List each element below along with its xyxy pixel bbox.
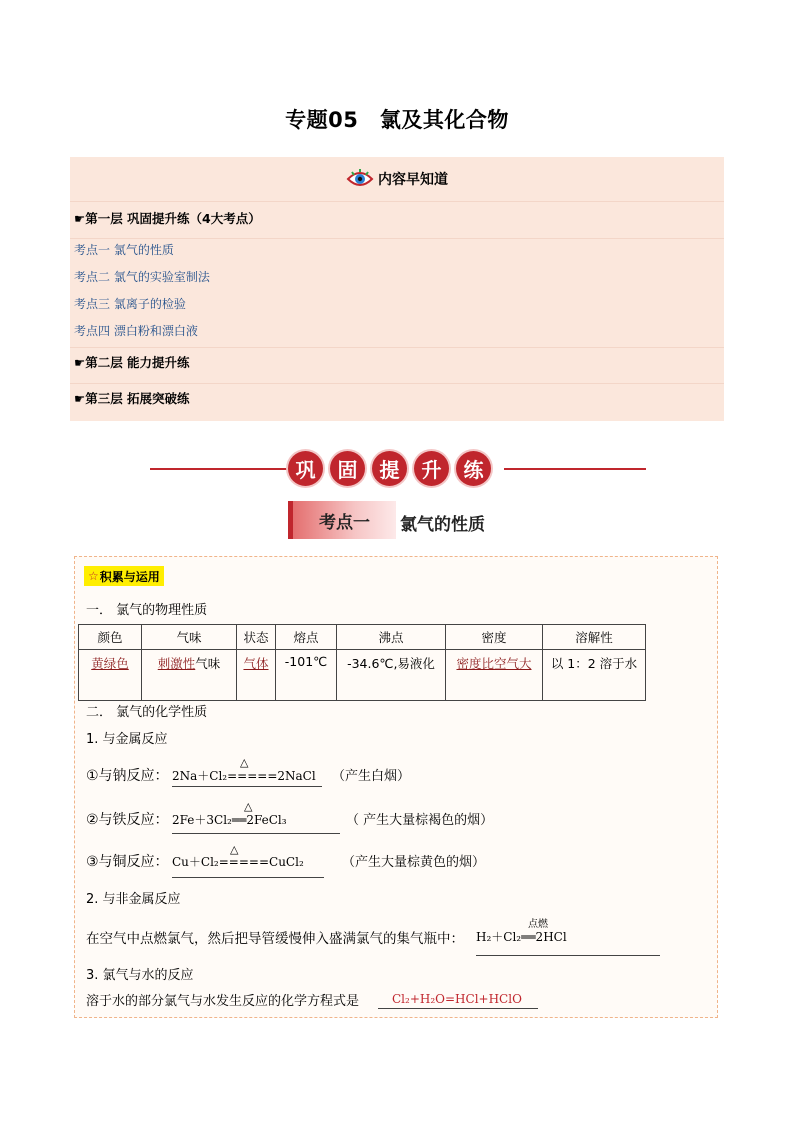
reaction-4-text: 在空气中点燃氯气，然后把导管缓慢伸入盛满氯气的集气瓶中： bbox=[86, 931, 464, 947]
table-header-cell: 溶解性 bbox=[543, 625, 646, 650]
reaction-1-label: ①与钠反应： bbox=[86, 768, 169, 784]
answer-text: 密度比空气大 bbox=[456, 656, 532, 671]
answer-text: 气体 bbox=[243, 656, 269, 671]
table-header-cell: 沸点 bbox=[337, 625, 446, 650]
table-header-cell: 状态 bbox=[237, 625, 276, 650]
section-heading-2: 二． 氯气的化学性质 bbox=[86, 705, 208, 720]
answer-text: 黄绿色 bbox=[91, 656, 129, 671]
toc-item-2[interactable]: 考点二 氯气的实验室制法 bbox=[74, 270, 210, 284]
kaodian-title: 氯气的性质 bbox=[400, 515, 485, 535]
banner-char: 提 bbox=[372, 451, 407, 486]
answer-underline bbox=[378, 1008, 538, 1009]
properties-table bbox=[78, 624, 646, 701]
table-header-cell: 气味 bbox=[142, 625, 237, 650]
divider bbox=[70, 383, 724, 384]
table-cell bbox=[79, 650, 142, 701]
cell-text: 气味 bbox=[195, 656, 221, 671]
table-cell bbox=[237, 650, 276, 701]
tag-badge bbox=[84, 566, 164, 586]
section-heading-1: 一． 氯气的物理性质 bbox=[86, 603, 208, 618]
toc-header bbox=[70, 157, 724, 202]
reaction-4-equation: H₂＋Cl₂══2HCl bbox=[476, 930, 567, 944]
banner-char: 升 bbox=[414, 451, 449, 486]
table-header-cell: 熔点 bbox=[276, 625, 337, 650]
table-header-cell: 密度 bbox=[446, 625, 543, 650]
tag-label: 积累与运用 bbox=[99, 569, 160, 584]
reaction-2-note: （ 产生大量棕褐色的烟） bbox=[346, 813, 494, 828]
condition-heat: △ bbox=[230, 843, 239, 856]
section-banner bbox=[288, 451, 491, 486]
table-header-cell: 颜色 bbox=[79, 625, 142, 650]
toc-item-1[interactable]: 考点一 氯气的性质 bbox=[74, 243, 174, 257]
subheading-3: 3. 氯气与水的反应 bbox=[86, 968, 194, 983]
reaction-3-equation: Cu＋Cl₂=====CuCl₂ bbox=[172, 855, 304, 869]
kaodian-label: 考点一 bbox=[288, 501, 396, 539]
answer-text: 刺激性 bbox=[157, 656, 196, 671]
condition-heat: △ bbox=[240, 756, 249, 769]
reaction-1-note: （产生白烟） bbox=[332, 769, 411, 784]
toc-header-label: 内容早知道 bbox=[378, 172, 448, 188]
subheading-2: 2. 与非金属反应 bbox=[86, 892, 181, 907]
answer-underline bbox=[172, 877, 324, 878]
reaction-5-equation: Cl₂+H₂O=HCl+HClO bbox=[392, 992, 522, 1006]
reaction-5-text: 溶于水的部分氯气与水发生反应的化学方程式是 bbox=[86, 994, 360, 1009]
banner-char: 固 bbox=[330, 451, 365, 486]
reaction-2-label: ②与铁反应： bbox=[86, 812, 169, 828]
banner-line-right bbox=[504, 468, 646, 470]
table-cell: -101℃ bbox=[276, 650, 337, 701]
table-cell: 以 1：2 溶于水 bbox=[543, 650, 646, 701]
toc-panel bbox=[70, 157, 724, 421]
banner-char: 练 bbox=[456, 451, 491, 486]
toc-level2[interactable]: ☛第二层 能力提升练 bbox=[74, 355, 190, 370]
table-cell: -34.6℃,易液化 bbox=[337, 650, 446, 701]
divider bbox=[70, 238, 724, 239]
answer-underline bbox=[172, 786, 322, 787]
answer-underline bbox=[172, 833, 340, 834]
divider bbox=[70, 347, 724, 348]
banner-line-left bbox=[150, 468, 288, 470]
answer-underline bbox=[476, 955, 660, 956]
reaction-3-label: ③与铜反应： bbox=[86, 854, 169, 870]
subheading-1: 1. 与金属反应 bbox=[86, 732, 168, 747]
star-icon: ☆ bbox=[88, 569, 99, 583]
table-header-row bbox=[79, 625, 646, 650]
toc-item-3[interactable]: 考点三 氯离子的检验 bbox=[74, 297, 186, 311]
reaction-1-equation: 2Na＋Cl₂=====2NaCl bbox=[172, 769, 316, 783]
reaction-3-note: （产生大量棕黄色的烟） bbox=[342, 855, 486, 870]
condition-ignite: 点燃 bbox=[528, 919, 548, 930]
table-row bbox=[79, 650, 646, 701]
reaction-2-equation: 2Fe＋3Cl₂══2FeCl₃ bbox=[172, 813, 287, 827]
banner-char: 巩 bbox=[288, 451, 323, 486]
table-cell bbox=[142, 650, 237, 701]
toc-level3[interactable]: ☛第三层 拓展突破练 bbox=[74, 391, 190, 406]
toc-item-4[interactable]: 考点四 漂白粉和漂白液 bbox=[74, 324, 198, 338]
condition-heat: △ bbox=[244, 800, 253, 813]
table-cell bbox=[446, 650, 543, 701]
eye-icon bbox=[346, 169, 374, 189]
toc-level1[interactable]: ☛第一层 巩固提升练（4大考点） bbox=[74, 211, 261, 226]
page-title: 专题05 氯及其化合物 bbox=[285, 108, 509, 132]
